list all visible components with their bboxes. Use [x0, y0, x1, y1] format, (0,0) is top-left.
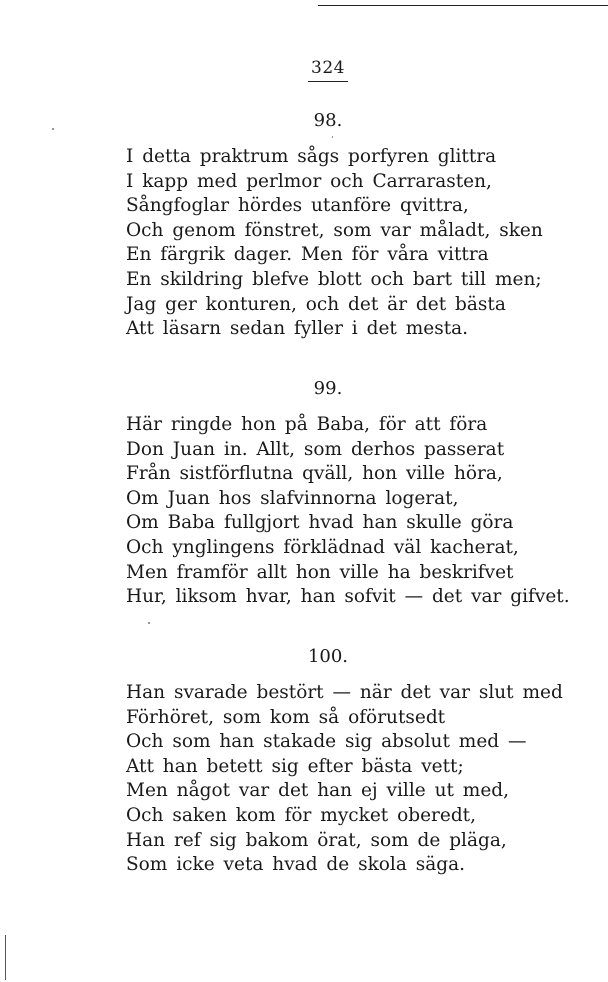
verse-line: Förhöret, som kom så oförutsedt [126, 706, 446, 728]
verse-line: Att han betett sig efter bästa vett; [126, 755, 464, 777]
margin-mark [5, 935, 6, 980]
verse-line: Och ynglingens förklädnad väl kacherat, [126, 536, 519, 558]
verse-line: Och genom fönstret, som var måladt, sken [126, 219, 543, 241]
verse-line: Att läsarn sedan fyller i det mesta. [126, 318, 469, 340]
verse-line: Och saken kom för mycket oberedt, [126, 804, 476, 826]
verse-line: Om Juan hos slafvinnorna logerat, [126, 487, 459, 509]
verse-line: Här ringde hon på Baba, för att föra [126, 414, 488, 435]
verse-line: Han svarade bestört — när det var slut med [126, 682, 563, 703]
top-edge-rule [318, 5, 608, 6]
verse-line: Hur, liksom hvar, han sofvit — det var gifvet. [126, 586, 570, 608]
stanza-98 [126, 110, 596, 342]
verse-line: Från sistförflutna qväll, hon ville höra, [126, 463, 503, 485]
verse-line: Sångfoglar hördes utanföre qvittra, [126, 195, 469, 217]
page-number: 324 [311, 58, 345, 78]
stanza-number: 99. [313, 378, 343, 399]
stanza-number: 98. [313, 110, 343, 131]
stanza-number: 100. [307, 646, 349, 667]
verse-line: En färgrik dager. Men för våra vittra [126, 244, 489, 266]
verse-line: Men något var det han ej ville ut med, [126, 780, 510, 802]
verse-line: Han ref sig bakom örat, som de pläga, [126, 829, 507, 851]
verse-line: Don Juan in. Allt, som derhos passerat [126, 438, 505, 460]
verse-line: Men framför allt hon ville ha beskrifvet [126, 561, 514, 583]
stanza-100 [126, 646, 596, 878]
verse-line: En skildring blefve blott och bart till men; [126, 268, 542, 290]
paper-speck [52, 128, 54, 130]
verse-line: I kapp med perlmor och Carrarasten, [126, 170, 492, 192]
verse-line: Jag ger konturen, och det är det bästa [126, 293, 506, 315]
paper-speck [148, 622, 150, 624]
stanza-99 [126, 378, 596, 610]
verse-line: Om Baba fullgjort hvad han skulle göra [126, 512, 514, 534]
page-number-underline [308, 81, 348, 82]
verse-line: Som icke veta hvad de skola säga. [126, 854, 466, 876]
verse-line: Och som han stakade sig absolut med — [126, 731, 527, 753]
verse-line: I detta praktrum sågs porfyren glittra [126, 146, 497, 167]
